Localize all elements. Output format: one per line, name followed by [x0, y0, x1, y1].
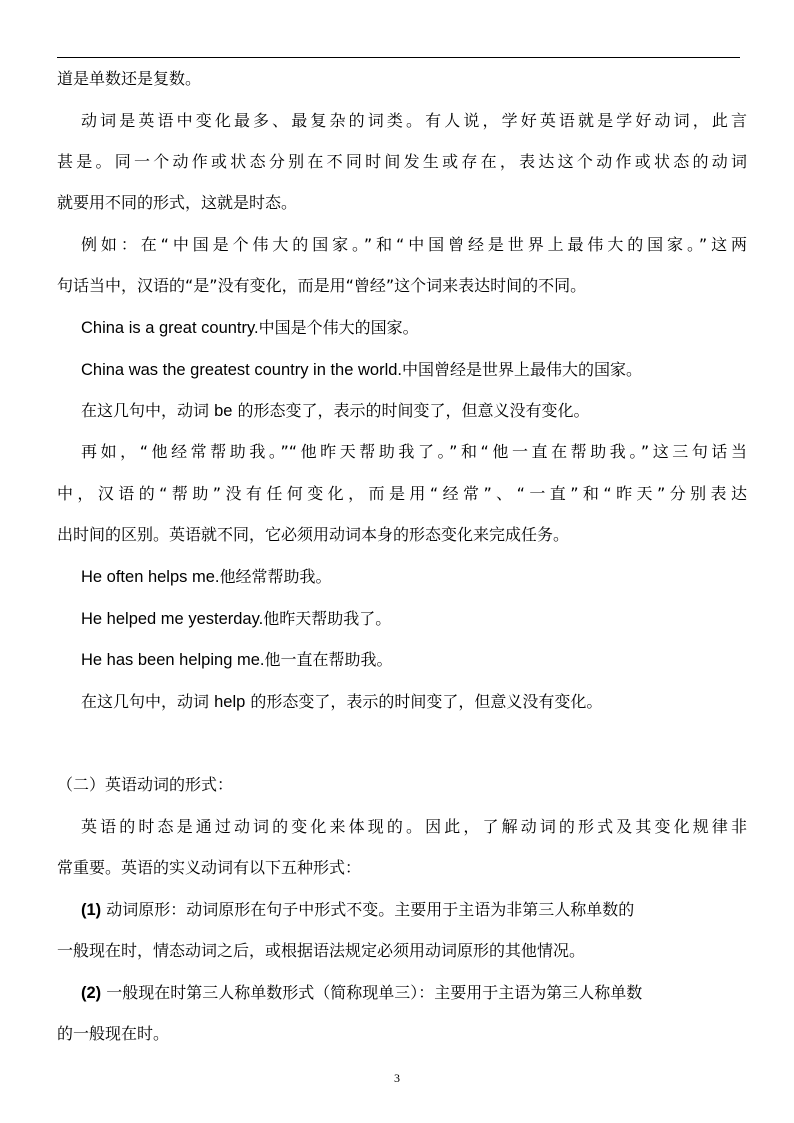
- example-english: China is a great country.: [81, 319, 259, 337]
- example-chinese: 他一直在帮助我。: [264, 650, 393, 669]
- example-chinese: 中国曾经是世界上最伟大的国家。: [402, 360, 643, 379]
- paragraph-verbs-intro-line-2: 甚是。同一个动作或状态分别在不同时间发生或存在，表达这个动作或状态的动词: [57, 152, 747, 171]
- header-rule: [57, 57, 740, 58]
- example-sentence-5: [81, 650, 747, 670]
- list-item-number: (2): [81, 984, 102, 1002]
- paragraph-forms-intro-line-2: 常重要。英语的实义动词有以下五种形式：: [57, 858, 362, 877]
- list-item-number: (1): [81, 901, 102, 919]
- example-english: China was the greatest country in the world.: [81, 361, 403, 379]
- example-chinese: 中国是个伟大的国家。: [258, 318, 419, 337]
- page-number: 3: [394, 1071, 400, 1085]
- example-sentence-1: [81, 318, 747, 338]
- list-item-2-line-1: (2) 一般现在时第三人称单数形式（简称现单三）：主要用于主语为第三人称单数: [81, 983, 643, 1002]
- example-english: He often helps me.: [81, 568, 220, 586]
- paragraph-example-help-line-1: 再如，“他经常帮助我。”“他昨天帮助我了。”和“他一直在帮助我。”这三句话当: [81, 442, 747, 461]
- paragraph-example-help-line-2: 中，汉语的“帮助”没有任何变化，而是用“经常”、“一直”和“昨天”分别表达: [57, 484, 747, 503]
- paragraph-example-help-line-3: 出时间的区别。英语就不同，它必须用动词本身的形态变化来完成任务。: [57, 525, 570, 544]
- paragraph-continuation: 道是单数还是复数。: [57, 69, 202, 88]
- paragraph-verbs-intro-line-3: 就要用不同的形式，这就是时态。: [57, 193, 298, 212]
- example-chinese: 他昨天帮助我了。: [263, 609, 392, 628]
- paragraph-example-china-line-1: 例如：在“中国是个伟大的国家。”和“中国曾经是世界上最伟大的国家。”这两: [81, 235, 747, 254]
- example-chinese: 他经常帮助我。: [219, 567, 332, 586]
- example-sentence-3: [81, 567, 747, 587]
- paragraph-example-china-line-2: 句话当中，汉语的“是”没有变化，而是用“曾经”这个词来表达时间的不同。: [57, 276, 587, 295]
- example-english: He helped me yesterday.: [81, 610, 264, 628]
- example-sentence-4: [81, 609, 747, 629]
- verb-word: be: [214, 402, 233, 420]
- paragraph-verbs-intro-line-1: 动词是英语中变化最多、最复杂的词类。有人说，学好英语就是学好动词，此言: [81, 111, 747, 130]
- list-item-1-line-1: (1) 动词原形：动词原形在句子中形式不变。主要用于主语为非第三人称单数的: [81, 900, 635, 919]
- example-sentence-2: [81, 360, 747, 380]
- paragraph-be-note: 在这几句中，动词 be 的形态变了，表示的时间变了，但意义没有变化。: [81, 401, 590, 420]
- section-heading: （二）英语动词的形式：: [57, 775, 234, 794]
- paragraph-help-note: 在这几句中，动词 help 的形态变了，表示的时间变了，但意义没有变化。: [81, 692, 603, 711]
- paragraph-forms-intro-line-1: 英语的时态是通过动词的变化来体现的。因此，了解动词的形式及其变化规律非: [81, 817, 747, 836]
- list-item-2-line-2: 的一般现在时。: [57, 1024, 170, 1043]
- list-item-1-line-2: 一般现在时，情态动词之后，或根据语法规定必须用动词原形的其他情况。: [57, 941, 586, 960]
- verb-word: help: [214, 693, 246, 711]
- example-english: He has been helping me.: [81, 651, 265, 669]
